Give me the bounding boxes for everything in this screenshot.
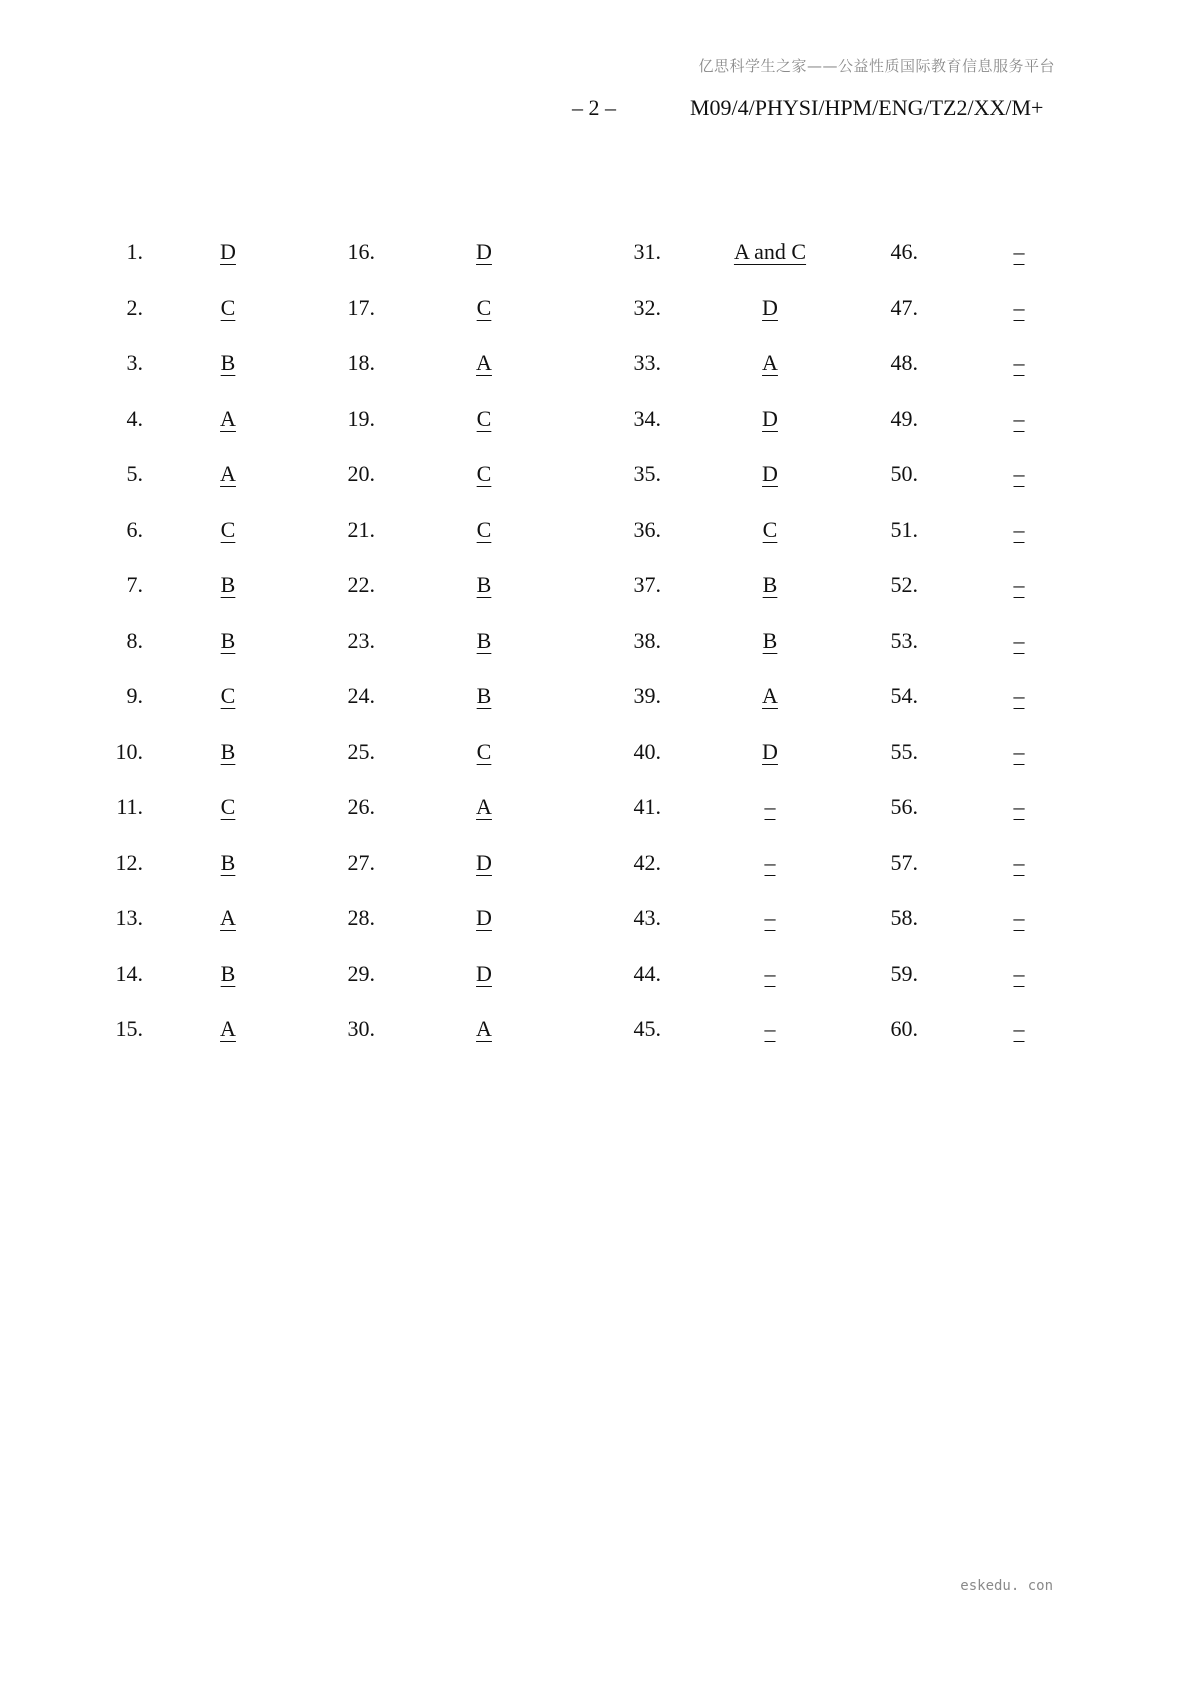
question-number: 55. [890,738,918,764]
question-number: 35. [633,461,661,486]
question-number: 12. [115,849,143,875]
answer-value: – [764,1016,776,1041]
question-number: 4. [126,405,143,431]
question-number: 21. [347,516,375,542]
question-number: 40. [633,738,661,764]
question-number: 6. [126,516,143,542]
answer-value: A [476,794,492,819]
question-number: 28. [347,905,375,930]
answer-value: B [762,627,778,653]
answer-value: D [476,849,492,875]
answer-value: D [762,405,778,431]
answer-value: A [220,461,236,486]
answer-row [0,737,1191,767]
question-number: 44. [633,960,661,986]
question-number: 34. [633,405,661,431]
answer-value: A and C [733,239,807,264]
answer-row [0,903,1191,933]
question-number: 10. [115,738,143,764]
answer-row [0,681,1191,711]
question-number: 53. [890,627,918,653]
question-number: 19. [347,405,375,431]
answer-row [0,1014,1191,1044]
answer-value: – [1013,905,1025,930]
answer-value: – [764,794,776,819]
answer-value: – [1013,516,1025,542]
answer-value: C [476,461,492,486]
answer-value: – [1013,239,1025,264]
answer-value: A [220,405,236,431]
question-number: 27. [347,849,375,875]
question-number: 60. [890,1016,918,1041]
question-number: 46. [890,239,918,264]
answer-value: A [762,350,778,375]
question-number: 5. [126,461,143,486]
answer-value: A [762,683,778,708]
answer-value: C [476,516,492,542]
answer-row [0,459,1191,489]
answer-value: D [762,461,778,486]
answer-row [0,570,1191,600]
answer-value: A [476,350,492,375]
answer-row [0,959,1191,989]
answer-value: B [220,960,236,986]
answer-value: – [764,905,776,930]
question-number: 51. [890,516,918,542]
question-number: 18. [347,350,375,375]
answer-value: – [1013,627,1025,653]
answer-value: – [1013,572,1025,597]
question-number: 30. [347,1016,375,1041]
question-number: 52. [890,572,918,597]
question-number: 48. [890,350,918,375]
answer-row [0,293,1191,323]
question-number: 15. [115,1016,143,1041]
question-number: 20. [347,461,375,486]
answer-value: B [220,627,236,653]
question-number: 23. [347,627,375,653]
answer-value: – [1013,738,1025,764]
question-number: 16. [347,239,375,264]
answer-value: – [764,960,776,986]
question-number: 8. [126,627,143,653]
answer-value: C [762,516,778,542]
answer-value: A [220,905,236,930]
question-number: 14. [115,960,143,986]
question-number: 49. [890,405,918,431]
question-number: 3. [126,350,143,375]
page-number: – 2 – [572,95,616,120]
answer-value: D [762,738,778,764]
answer-value: D [762,294,778,320]
answer-value: – [1013,960,1025,986]
question-number: 58. [890,905,918,930]
question-number: 43. [633,905,661,930]
question-number: 56. [890,794,918,819]
answer-value: – [1013,794,1025,819]
answer-value: – [1013,461,1025,486]
question-number: 33. [633,350,661,375]
answer-value: B [220,738,236,764]
answer-value: B [476,572,492,597]
question-number: 24. [347,683,375,708]
answer-value: – [1013,683,1025,708]
question-number: 13. [115,905,143,930]
answer-value: B [476,683,492,708]
answer-row [0,404,1191,434]
watermark-top: 亿思科学生之家——公益性质国际教育信息服务平台 [698,57,1055,75]
question-number: 45. [633,1016,661,1041]
question-number: 31. [633,239,661,264]
answer-value: B [762,572,778,597]
question-number: 17. [347,294,375,320]
question-number: 42. [633,849,661,875]
exam-code: M09/4/PHYSI/HPM/ENG/TZ2/XX/M+ [690,95,1044,120]
question-number: 47. [890,294,918,320]
question-number: 11. [116,794,143,819]
answer-value: C [476,405,492,431]
question-number: 36. [633,516,661,542]
answer-value: D [220,239,236,264]
question-number: 22. [347,572,375,597]
answer-value: – [1013,405,1025,431]
question-number: 54. [890,683,918,708]
answer-value: C [220,516,236,542]
answer-value: A [476,1016,492,1041]
question-number: 26. [347,794,375,819]
question-number: 38. [633,627,661,653]
answer-value: – [1013,849,1025,875]
question-number: 50. [890,461,918,486]
question-number: 59. [890,960,918,986]
answer-value: D [476,905,492,930]
question-number: 25. [347,738,375,764]
answer-row [0,626,1191,656]
answer-row [0,348,1191,378]
answer-value: – [1013,294,1025,320]
answer-row [0,237,1191,267]
answer-row [0,515,1191,545]
question-number: 7. [126,572,143,597]
answer-value: B [220,350,236,375]
answer-value: – [1013,350,1025,375]
answer-row [0,848,1191,878]
question-number: 57. [890,849,918,875]
answer-value: C [220,683,236,708]
question-number: 37. [633,572,661,597]
answer-value: A [220,1016,236,1041]
answer-value: D [476,960,492,986]
answer-value: C [476,738,492,764]
question-number: 29. [347,960,375,986]
question-number: 41. [633,794,661,819]
answer-value: B [476,627,492,653]
question-number: 39. [633,683,661,708]
answer-value: C [220,794,236,819]
answer-value: C [476,294,492,320]
answer-value: D [476,239,492,264]
answer-value: C [220,294,236,320]
question-number: 1. [126,239,143,264]
question-number: 2. [126,294,143,320]
answer-value: – [764,849,776,875]
answer-row [0,792,1191,822]
answer-value: B [220,572,236,597]
watermark-bottom: eskedu. con [960,1578,1053,1594]
answer-value: B [220,849,236,875]
question-number: 9. [126,683,143,708]
answer-value: – [1013,1016,1025,1041]
question-number: 32. [633,294,661,320]
